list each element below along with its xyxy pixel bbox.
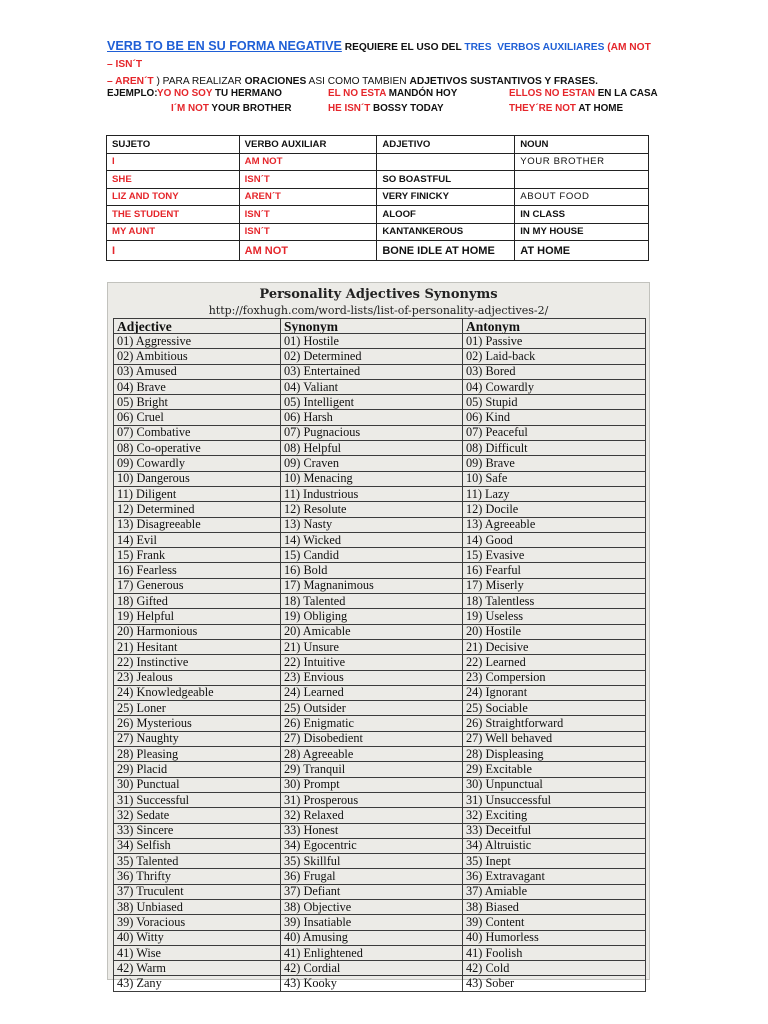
adjective-cell: 03) Entertained: [281, 364, 463, 379]
adjective-cell: 37) Amiable: [463, 884, 646, 899]
adjective-cell: 06) Kind: [463, 410, 646, 425]
adjective-row: [114, 471, 646, 486]
adjective-cell: 30) Punctual: [114, 777, 281, 792]
adjective-cell: 28) Displeasing: [463, 747, 646, 762]
example-3-es: EN LA CASA: [594, 88, 658, 99]
adjectives-table: [113, 318, 646, 992]
adjective-row: [114, 915, 646, 930]
verb-cell: I: [107, 241, 240, 261]
verb-table-header: [107, 136, 649, 154]
adjective-cell: 02) Laid-back: [463, 349, 646, 364]
adjective-cell: 24) Ignorant: [463, 685, 646, 700]
verb-cell: AT HOME: [515, 241, 649, 261]
verb-cell: THE STUDENT: [107, 206, 240, 224]
adjective-cell: 18) Talentless: [463, 594, 646, 609]
intro-isnt: – ISN´T: [107, 59, 143, 70]
adjective-cell: 31) Prosperous: [281, 792, 463, 807]
adjective-cell: 36) Frugal: [281, 869, 463, 884]
adjective-row: [114, 349, 646, 364]
adjective-cell: 38) Biased: [463, 899, 646, 914]
adjectives-scan: [107, 282, 650, 991]
adjective-cell: 33) Honest: [281, 823, 463, 838]
adjective-cell: 23) Compersion: [463, 670, 646, 685]
verb-table: [106, 135, 649, 261]
adjective-row: [114, 594, 646, 609]
intro-paragraph: [107, 38, 652, 90]
adjective-row: [114, 609, 646, 624]
verb-cell: IN CLASS: [515, 206, 649, 224]
adjective-cell: 37) Truculent: [114, 884, 281, 899]
intro-text3: ASI COMO TAMBIEN: [306, 76, 410, 87]
adjective-row: [114, 563, 646, 578]
adjective-row: [114, 578, 646, 593]
verb-cell: ISN´T: [239, 223, 377, 241]
adjective-cell: 38) Objective: [281, 899, 463, 914]
adjective-cell: 40) Humorless: [463, 930, 646, 945]
adjective-row: [114, 624, 646, 639]
adjective-cell: 19) Obliging: [281, 609, 463, 624]
example-1-es-red: YO NO SOY: [157, 88, 213, 99]
adjective-row: [114, 670, 646, 685]
adjective-cell: 21) Hesitant: [114, 639, 281, 654]
adjective-cell: 35) Inept: [463, 854, 646, 869]
example-3-en: AT HOME: [575, 103, 624, 114]
adjective-cell: 37) Defiant: [281, 884, 463, 899]
adjective-cell: 06) Harsh: [281, 410, 463, 425]
adjective-cell: 03) Bored: [463, 364, 646, 379]
adjective-cell: 25) Outsider: [281, 701, 463, 716]
adjectives-url: http://foxhugh.com/word-lists/list-of-personality-adjectives-2/: [208, 304, 549, 317]
adjective-row: [114, 884, 646, 899]
adjective-cell: 27) Well behaved: [463, 731, 646, 746]
adjective-cell: 23) Envious: [281, 670, 463, 685]
adjective-cell: 34) Egocentric: [281, 838, 463, 853]
verb-cell: YOUR BROTHER: [515, 153, 649, 171]
verb-cell: ABOUT FOOD: [515, 188, 649, 206]
adjective-cell: 08) Difficult: [463, 441, 646, 456]
adjective-row: [114, 899, 646, 914]
adjective-cell: 19) Useless: [463, 609, 646, 624]
verb-cell: KANTANKEROUS: [377, 223, 515, 241]
adjective-cell: 01) Passive: [463, 334, 646, 349]
adjective-cell: 28) Agreeable: [281, 747, 463, 762]
adjective-cell: 11) Industrious: [281, 486, 463, 501]
adjective-cell: 20) Amicable: [281, 624, 463, 639]
adjective-cell: 39) Content: [463, 915, 646, 930]
adjective-cell: 15) Frank: [114, 548, 281, 563]
verb-table-row: [107, 223, 649, 241]
adjective-row: [114, 976, 646, 991]
adjective-cell: 12) Docile: [463, 502, 646, 517]
adjective-cell: 04) Brave: [114, 379, 281, 394]
intro-verbos: VERBOS AUXILIARES: [497, 42, 605, 53]
verb-table-row: [107, 153, 649, 171]
adjective-cell: 26) Straightforward: [463, 716, 646, 731]
adjective-cell: 10) Safe: [463, 471, 646, 486]
page-title: VERB TO BE EN SU FORMA NEGATIVE: [107, 39, 342, 53]
adjective-cell: 13) Agreeable: [463, 517, 646, 532]
adjective-cell: 05) Bright: [114, 395, 281, 410]
adjective-cell: 42) Cold: [463, 961, 646, 976]
adjective-cell: 08) Co-operative: [114, 441, 281, 456]
example-1-en-red: I´M NOT: [171, 103, 209, 114]
adjective-cell: 33) Deceitful: [463, 823, 646, 838]
adjective-cell: 03) Amused: [114, 364, 281, 379]
adjective-cell: 09) Cowardly: [114, 456, 281, 471]
verb-cell: AREN´T: [239, 188, 377, 206]
adjective-cell: 16) Bold: [281, 563, 463, 578]
adjective-cell: 14) Wicked: [281, 532, 463, 547]
verb-cell: LIZ AND TONY: [107, 188, 240, 206]
example-2-es-red: EL NO ESTA: [328, 88, 386, 99]
adjective-row: [114, 961, 646, 976]
verb-cell: SHE: [107, 171, 240, 189]
adjective-cell: 32) Relaxed: [281, 808, 463, 823]
adjective-cell: 24) Knowledgeable: [114, 685, 281, 700]
adjectives-title: Personality Adjectives Synonyms: [259, 287, 498, 302]
adjective-cell: 18) Talented: [281, 594, 463, 609]
adjective-cell: 38) Unbiased: [114, 899, 281, 914]
example-label: EJEMPLO:: [107, 88, 158, 99]
adjective-row: [114, 395, 646, 410]
example-2: [328, 86, 457, 116]
adjective-cell: 07) Combative: [114, 425, 281, 440]
adjective-cell: 09) Craven: [281, 456, 463, 471]
adjective-row: [114, 410, 646, 425]
verb-cell: MY AUNT: [107, 223, 240, 241]
adjective-row: [114, 639, 646, 654]
adjective-cell: 26) Mysterious: [114, 716, 281, 731]
adjective-cell: 31) Successful: [114, 792, 281, 807]
adjective-cell: 36) Extravagant: [463, 869, 646, 884]
example-1: [157, 86, 292, 116]
adjective-header-cell: Synonym: [281, 319, 463, 334]
example-1-es: TU HERMANO: [212, 88, 282, 99]
example-2-en: BOSSY TODAY: [370, 103, 444, 114]
adjective-cell: 13) Nasty: [281, 517, 463, 532]
adjective-cell: 09) Brave: [463, 456, 646, 471]
example-2-es: MANDÓN HOY: [385, 88, 458, 99]
adjective-header-cell: Antonym: [463, 319, 646, 334]
verb-header-cell: SUJETO: [107, 136, 240, 154]
intro-arent: – AREN´T: [107, 76, 154, 87]
adjective-cell: 21) Decisive: [463, 639, 646, 654]
adjective-row: [114, 441, 646, 456]
verb-cell: AM NOT: [239, 153, 377, 171]
adjective-cell: 29) Placid: [114, 762, 281, 777]
adjective-cell: 16) Fearless: [114, 563, 281, 578]
adjective-row: [114, 762, 646, 777]
intro-am-not: AM NOT: [610, 42, 651, 53]
adjective-cell: 07) Peaceful: [463, 425, 646, 440]
adjective-row: [114, 685, 646, 700]
adjective-cell: 08) Helpful: [281, 441, 463, 456]
adjective-cell: 16) Fearful: [463, 563, 646, 578]
adjective-cell: 02) Ambitious: [114, 349, 281, 364]
adjective-cell: 24) Learned: [281, 685, 463, 700]
adjective-cell: 36) Thrifty: [114, 869, 281, 884]
adjective-cell: 15) Candid: [281, 548, 463, 563]
adjective-header-cell: Adjective: [114, 319, 281, 334]
verb-cell: ISN´T: [239, 206, 377, 224]
adjective-cell: 20) Hostile: [463, 624, 646, 639]
verb-cell: [377, 153, 515, 171]
adjective-cell: 06) Cruel: [114, 410, 281, 425]
verb-cell: I: [107, 153, 240, 171]
example-3: [509, 86, 658, 116]
adjective-row: [114, 379, 646, 394]
adjective-cell: 43) Sober: [463, 976, 646, 991]
verb-table-row: [107, 241, 649, 261]
adjective-row: [114, 854, 646, 869]
verb-table-row: [107, 206, 649, 224]
adjective-cell: 22) Instinctive: [114, 655, 281, 670]
adjective-cell: 29) Tranquil: [281, 762, 463, 777]
adjective-cell: 17) Miserly: [463, 578, 646, 593]
adjective-cell: 41) Enlightened: [281, 945, 463, 960]
adjective-cell: 02) Determined: [281, 349, 463, 364]
adjective-cell: 12) Determined: [114, 502, 281, 517]
adjective-row: [114, 502, 646, 517]
verb-cell: ALOOF: [377, 206, 515, 224]
adjective-row: [114, 792, 646, 807]
adjective-cell: 01) Hostile: [281, 334, 463, 349]
adjective-cell: 10) Menacing: [281, 471, 463, 486]
adjective-cell: 29) Excitable: [463, 762, 646, 777]
adjective-cell: 39) Voracious: [114, 915, 281, 930]
verb-cell: SO BOASTFUL: [377, 171, 515, 189]
adjective-cell: 15) Evasive: [463, 548, 646, 563]
adjective-cell: 30) Unpunctual: [463, 777, 646, 792]
adjective-cell: 27) Disobedient: [281, 731, 463, 746]
example-3-en-red: THEY´RE NOT: [509, 103, 576, 114]
verb-header-cell: NOUN: [515, 136, 649, 154]
example-2-en-red: HE ISN´T: [328, 103, 371, 114]
verb-table-row: [107, 171, 649, 189]
adjective-cell: 25) Loner: [114, 701, 281, 716]
adjective-cell: 26) Enigmatic: [281, 716, 463, 731]
adjective-row: [114, 364, 646, 379]
adjective-cell: 14) Evil: [114, 532, 281, 547]
adjective-cell: 05) Intelligent: [281, 395, 463, 410]
adjective-cell: 42) Warm: [114, 961, 281, 976]
adjective-cell: 31) Unsuccessful: [463, 792, 646, 807]
adjective-cell: 34) Altruistic: [463, 838, 646, 853]
adjective-row: [114, 869, 646, 884]
adjective-cell: 28) Pleasing: [114, 747, 281, 762]
adjective-row: [114, 517, 646, 532]
adjective-cell: 04) Valiant: [281, 379, 463, 394]
adjective-cell: 41) Wise: [114, 945, 281, 960]
adjective-cell: 30) Prompt: [281, 777, 463, 792]
adjective-cell: 14) Good: [463, 532, 646, 547]
verb-cell: ISN´T: [239, 171, 377, 189]
verb-cell: [515, 171, 649, 189]
verb-cell: AM NOT: [239, 241, 377, 261]
adjective-row: [114, 425, 646, 440]
verb-table-row: [107, 188, 649, 206]
adjective-cell: 17) Generous: [114, 578, 281, 593]
adjective-cell: 07) Pugnacious: [281, 425, 463, 440]
intro-paren: (: [604, 42, 611, 53]
adjective-cell: 32) Exciting: [463, 808, 646, 823]
verb-cell: IN MY HOUSE: [515, 223, 649, 241]
adjective-cell: 05) Stupid: [463, 395, 646, 410]
adjective-row: [114, 655, 646, 670]
verb-header-cell: ADJETIVO: [377, 136, 515, 154]
adjective-cell: 32) Sedate: [114, 808, 281, 823]
adjective-cell: 40) Witty: [114, 930, 281, 945]
adjective-cell: 27) Naughty: [114, 731, 281, 746]
adjective-row: [114, 747, 646, 762]
adjective-cell: 12) Resolute: [281, 502, 463, 517]
adjective-cell: 21) Unsure: [281, 639, 463, 654]
adjective-cell: 01) Aggressive: [114, 334, 281, 349]
adjective-cell: 35) Talented: [114, 854, 281, 869]
adjective-row: [114, 334, 646, 349]
adjective-row: [114, 930, 646, 945]
adjective-cell: 11) Diligent: [114, 486, 281, 501]
adjective-cell: 43) Zany: [114, 976, 281, 991]
example-3-es-red: ELLOS NO ESTAN: [509, 88, 595, 99]
adjective-cell: 18) Gifted: [114, 594, 281, 609]
adjective-cell: 11) Lazy: [463, 486, 646, 501]
adjective-cell: 10) Dangerous: [114, 471, 281, 486]
intro-tres: TRES: [464, 42, 492, 53]
adjective-cell: 04) Cowardly: [463, 379, 646, 394]
adjective-row: [114, 532, 646, 547]
intro-oraciones: ORACIONES: [244, 76, 307, 87]
adjective-cell: 39) Insatiable: [281, 915, 463, 930]
adjective-cell: 35) Skillful: [281, 854, 463, 869]
adjective-cell: 42) Cordial: [281, 961, 463, 976]
verb-cell: VERY FINICKY: [377, 188, 515, 206]
adjective-cell: 19) Helpful: [114, 609, 281, 624]
adjective-row: [114, 548, 646, 563]
verb-header-cell: VERBO AUXILIAR: [239, 136, 377, 154]
adjective-row: [114, 701, 646, 716]
adjective-row: [114, 456, 646, 471]
adjective-row: [114, 486, 646, 501]
adjective-row: [114, 808, 646, 823]
adjective-row: [114, 945, 646, 960]
adjective-cell: 34) Selfish: [114, 838, 281, 853]
adjective-cell: 22) Learned: [463, 655, 646, 670]
adjective-row: [114, 838, 646, 853]
adjective-cell: 20) Harmonious: [114, 624, 281, 639]
adjective-row: [114, 777, 646, 792]
adjective-cell: 40) Amusing: [281, 930, 463, 945]
intro-text: REQUIERE EL USO DEL: [341, 42, 465, 53]
adjective-cell: 43) Kooky: [281, 976, 463, 991]
adjective-cell: 22) Intuitive: [281, 655, 463, 670]
adjective-cell: 17) Magnanimous: [281, 578, 463, 593]
adjective-row: [114, 823, 646, 838]
adjective-row: [114, 716, 646, 731]
verb-cell: BONE IDLE AT HOME: [377, 241, 515, 261]
adjective-cell: 25) Sociable: [463, 701, 646, 716]
example-1-en: YOUR BROTHER: [208, 103, 292, 114]
intro-text2: ) PARA REALIZAR: [153, 76, 245, 87]
adjective-row: [114, 731, 646, 746]
intro-adjetivos: ADJETIVOS SUSTANTIVOS Y FRASES.: [409, 76, 599, 87]
adjective-cell: 41) Foolish: [463, 945, 646, 960]
adjective-cell: 23) Jealous: [114, 670, 281, 685]
adjective-cell: 13) Disagreeable: [114, 517, 281, 532]
adjective-cell: 33) Sincere: [114, 823, 281, 838]
